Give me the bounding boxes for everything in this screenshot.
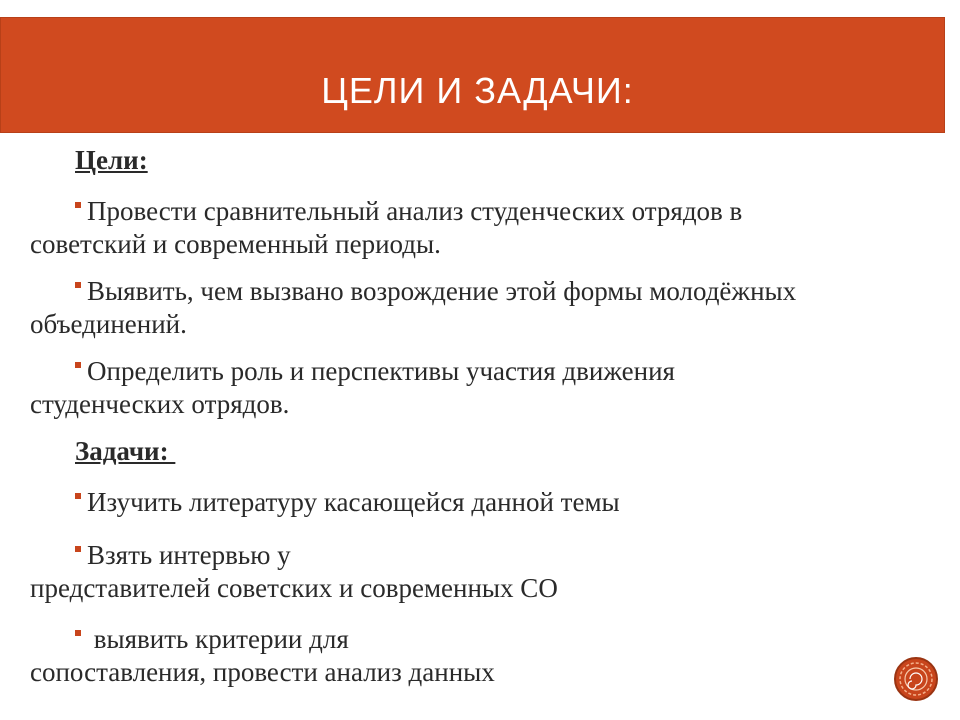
goal-item (30, 195, 940, 261)
square-bullet-icon (75, 282, 81, 288)
goal-text-line1: Определить роль и перспективы участия движения (87, 356, 675, 386)
square-bullet-icon (75, 630, 81, 636)
goal-text-line1: Выявить, чем вызвано возрождение этой формы молодёжных (87, 276, 797, 306)
slide-title: ЦЕЛИ И ЗАДАЧИ: (321, 70, 634, 111)
task-text-line2: сопоставления, провести анализ данных (30, 657, 495, 687)
title-bar (0, 17, 945, 133)
tasks-heading: Задачи: (75, 436, 176, 466)
task-text-line2: представителей советских и современных СО (30, 573, 558, 603)
square-bullet-icon (75, 362, 81, 368)
goal-text-line2: советский и современный периоды. (30, 229, 441, 259)
square-bullet-icon (75, 546, 81, 552)
task-text-line1: выявить критерии для (87, 624, 349, 654)
square-bullet-icon (75, 493, 81, 499)
task-item (30, 539, 940, 605)
goals-heading: Цели: (75, 145, 148, 175)
task-item (30, 623, 940, 689)
goal-item (30, 275, 940, 341)
task-item (30, 486, 940, 519)
goal-item (30, 355, 940, 421)
task-text-line1: Взять интервью у (87, 540, 291, 570)
slide-body (30, 138, 940, 703)
goal-text-line1: Провести сравнительный анализ студенческих отрядов в (87, 196, 743, 226)
spiral-emblem-icon (893, 656, 939, 702)
goal-text-line2: объединений. (30, 309, 187, 339)
square-bullet-icon (75, 202, 81, 208)
task-text-line1: Изучить литературу касающейся данной темы (87, 487, 620, 517)
goal-text-line2: студенческих отрядов. (30, 389, 290, 419)
